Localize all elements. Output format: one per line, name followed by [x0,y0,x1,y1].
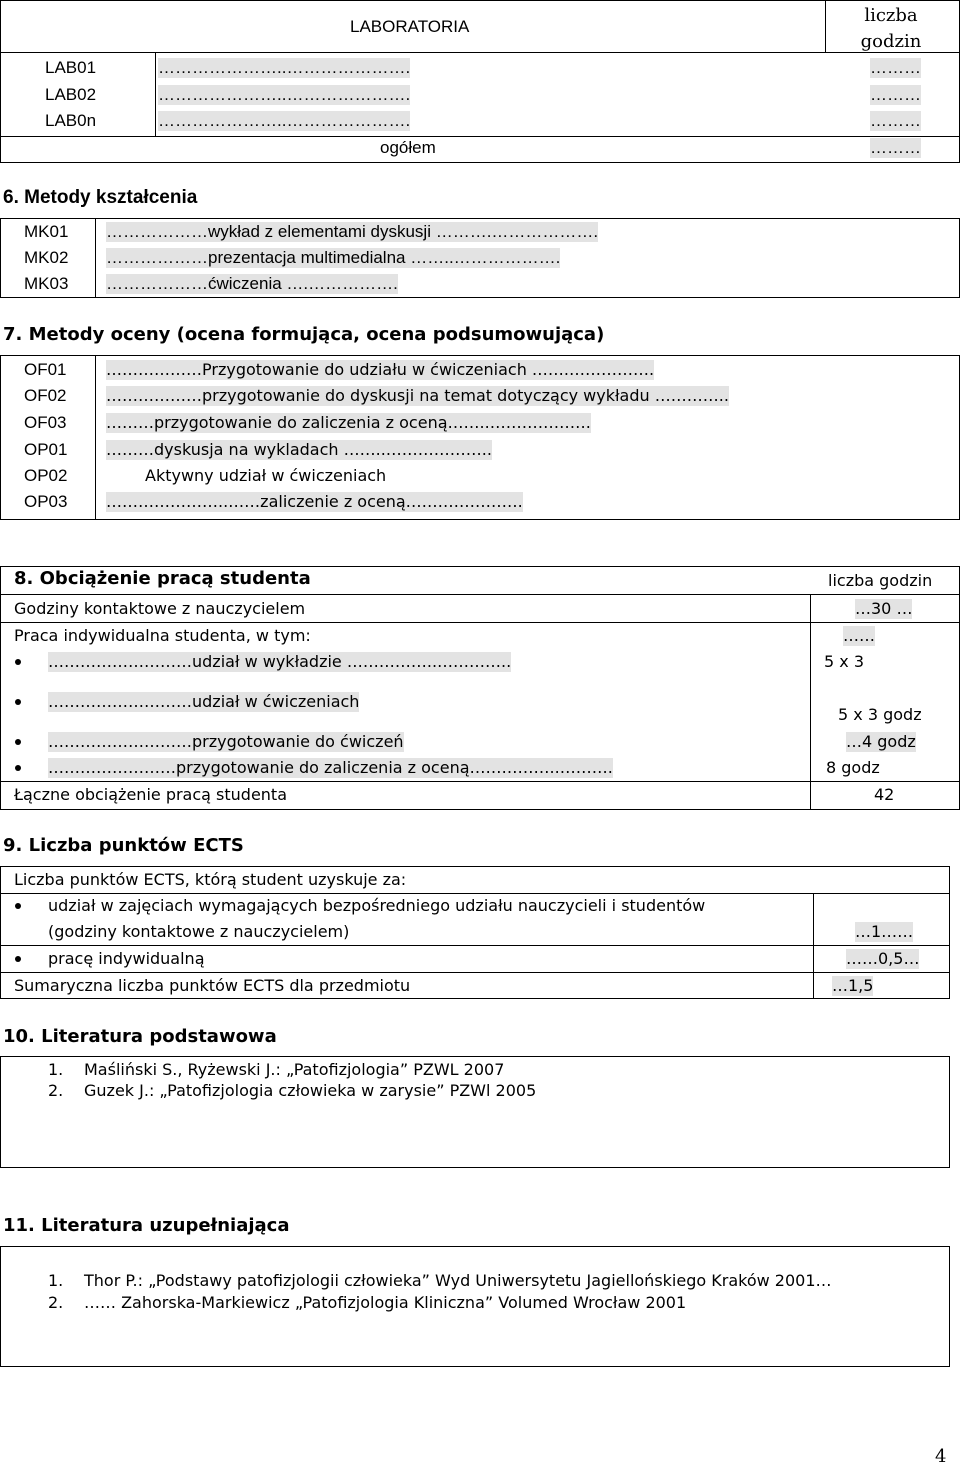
literature-item: Maśliński S., Ryżewski J.: „Patofizjologia” PZWL 2007 [84,1060,505,1079]
individual-work-label: Praca indywidualna studenta, w tym: [14,626,311,645]
assessment-desc: ………dyskusja na wykladach ……..……………….. [106,440,492,459]
section-7-title: 7. Metody oceny (ocena formująca, ocena podsumowująca) [3,324,605,345]
section-6-title: 6. Metody kształcenia [3,187,198,208]
assessment-code: OF01 [24,360,67,379]
lab-header: LABORATORIA [350,17,470,36]
method-desc: ………………wykład z elementami dyskusji ……….………………. [106,222,599,241]
assessment-code: OP01 [24,440,68,459]
workload-item-label: ………………………udział w wykładzie ……………..………….. [48,652,512,671]
lab-code: LAB0n [45,111,97,130]
ects-total-label: Sumaryczna liczba punktów ECTS dla przedmiotu [14,976,411,995]
lab-code: LAB02 [45,85,97,104]
method-code: MK02 [24,248,69,267]
lab-code: LAB01 [45,58,97,77]
workload-item-value: 5 x 3 godz [838,705,922,724]
ects-item1-line2: (godziny kontaktowe z nauczycielem) [48,922,350,941]
assessment-desc: Aktywny udział w ćwiczeniach [145,466,387,485]
ects-item2-label: pracę indywidualną [48,949,205,968]
bullet-icon [15,699,21,705]
ects-item1-line1: udział w zajęciach wymagających bezpośredniego udziału nauczycieli i studentów [48,896,706,915]
workload-item-label: ………………………przygotowanie do ćwiczeń [48,732,404,751]
method-code: MK01 [24,222,69,241]
workload-item-value: …4 godz [846,732,916,751]
method-desc: ………………prezentacja multimedialna ……..………………. [106,248,561,267]
workload-hours-header: liczba godzin [828,571,933,590]
literature-number: 1. [48,1060,64,1079]
workload-item-value: 8 godz [826,758,880,777]
workload-item-label: ……………………przygotowanie do zaliczenia z oceną……………..………. [48,758,613,777]
workload-total-value: 42 [874,785,895,804]
contact-hours-value: …30 … [855,599,913,618]
section-8-title: 8. Obciążenie pracą studenta [14,568,311,589]
method-desc: ………………ćwiczenia ….……………. [106,274,398,293]
ects-item1-value: …1…… [855,922,914,941]
section-10-title: 10. Literatura podstawowa [3,1026,277,1047]
method-code: MK03 [24,274,69,293]
assessment-code: OP03 [24,492,68,511]
literature-item: Guzek J.: „Patofizjologia człowieka w zarysie” PZWl 2005 [84,1081,537,1100]
lab-total-hours: ……… [870,138,921,157]
assessment-desc: ………przygotowanie do zaliczenia z oceną……..………………. [106,413,591,432]
assessment-code: OF02 [24,386,67,405]
workload-item-value: 5 x 3 [824,652,864,671]
lab-hours: ……… [870,85,921,104]
individual-work-value: …… [843,626,875,645]
literature-item: Thor P.: „Podstawy patofizjologii człowieka” Wyd Uniwersytetu Jagiellońskiego Kraków 2001… [84,1271,832,1290]
workload-total-label: Łączne obciążenie pracą studenta [14,785,288,804]
lab-total-label: ogółem [380,138,436,157]
bullet-icon [15,659,21,665]
section-11-title: 11. Literatura uzupełniająca [3,1215,290,1236]
assessment-desc: …………………..……zaliczenie z oceną…………………. [106,492,523,511]
page-number: 4 [935,1446,947,1467]
lab-hours: ……… [870,58,921,77]
section-9-title: 9. Liczba punktów ECTS [3,835,244,856]
assessment-desc: ………………Przygotowanie do udziału w ćwiczeniach …….……………. [106,360,655,379]
bullet-icon [15,903,21,909]
ects-total-value: …1,5 [832,976,874,995]
literature-number: 1. [48,1271,64,1290]
lab-desc: …………………..…………………. [158,85,411,104]
lab-desc: …………………..…………………. [158,58,411,77]
literature-number: 2. [48,1293,64,1312]
ects-intro: Liczba punktów ECTS, którą student uzyskuje za: [14,870,407,889]
literature-number: 2. [48,1081,64,1100]
bullet-icon [15,956,21,962]
workload-item-label: ………………………udział w ćwiczeniach [48,692,360,711]
contact-hours-label: Godziny kontaktowe z nauczycielem [14,599,306,618]
lab-desc: …………………..…………………. [158,111,411,130]
bullet-icon [15,765,21,771]
assessment-code: OF03 [24,413,67,432]
bullet-icon [15,739,21,745]
lab-hours-header: liczba godzin [860,5,922,52]
assessment-code: OP02 [24,466,68,485]
literature-item: …… Zahorska-Markiewicz „Patofizjologia Kliniczna” Volumed Wrocław 2001 [84,1293,687,1312]
assessment-desc: ………………przygotowanie do dyskusji na temat dotyczący wykładu ………….. [106,386,729,405]
ects-item2-value: ……0,5… [846,949,920,968]
lab-hours: ……… [870,111,921,130]
